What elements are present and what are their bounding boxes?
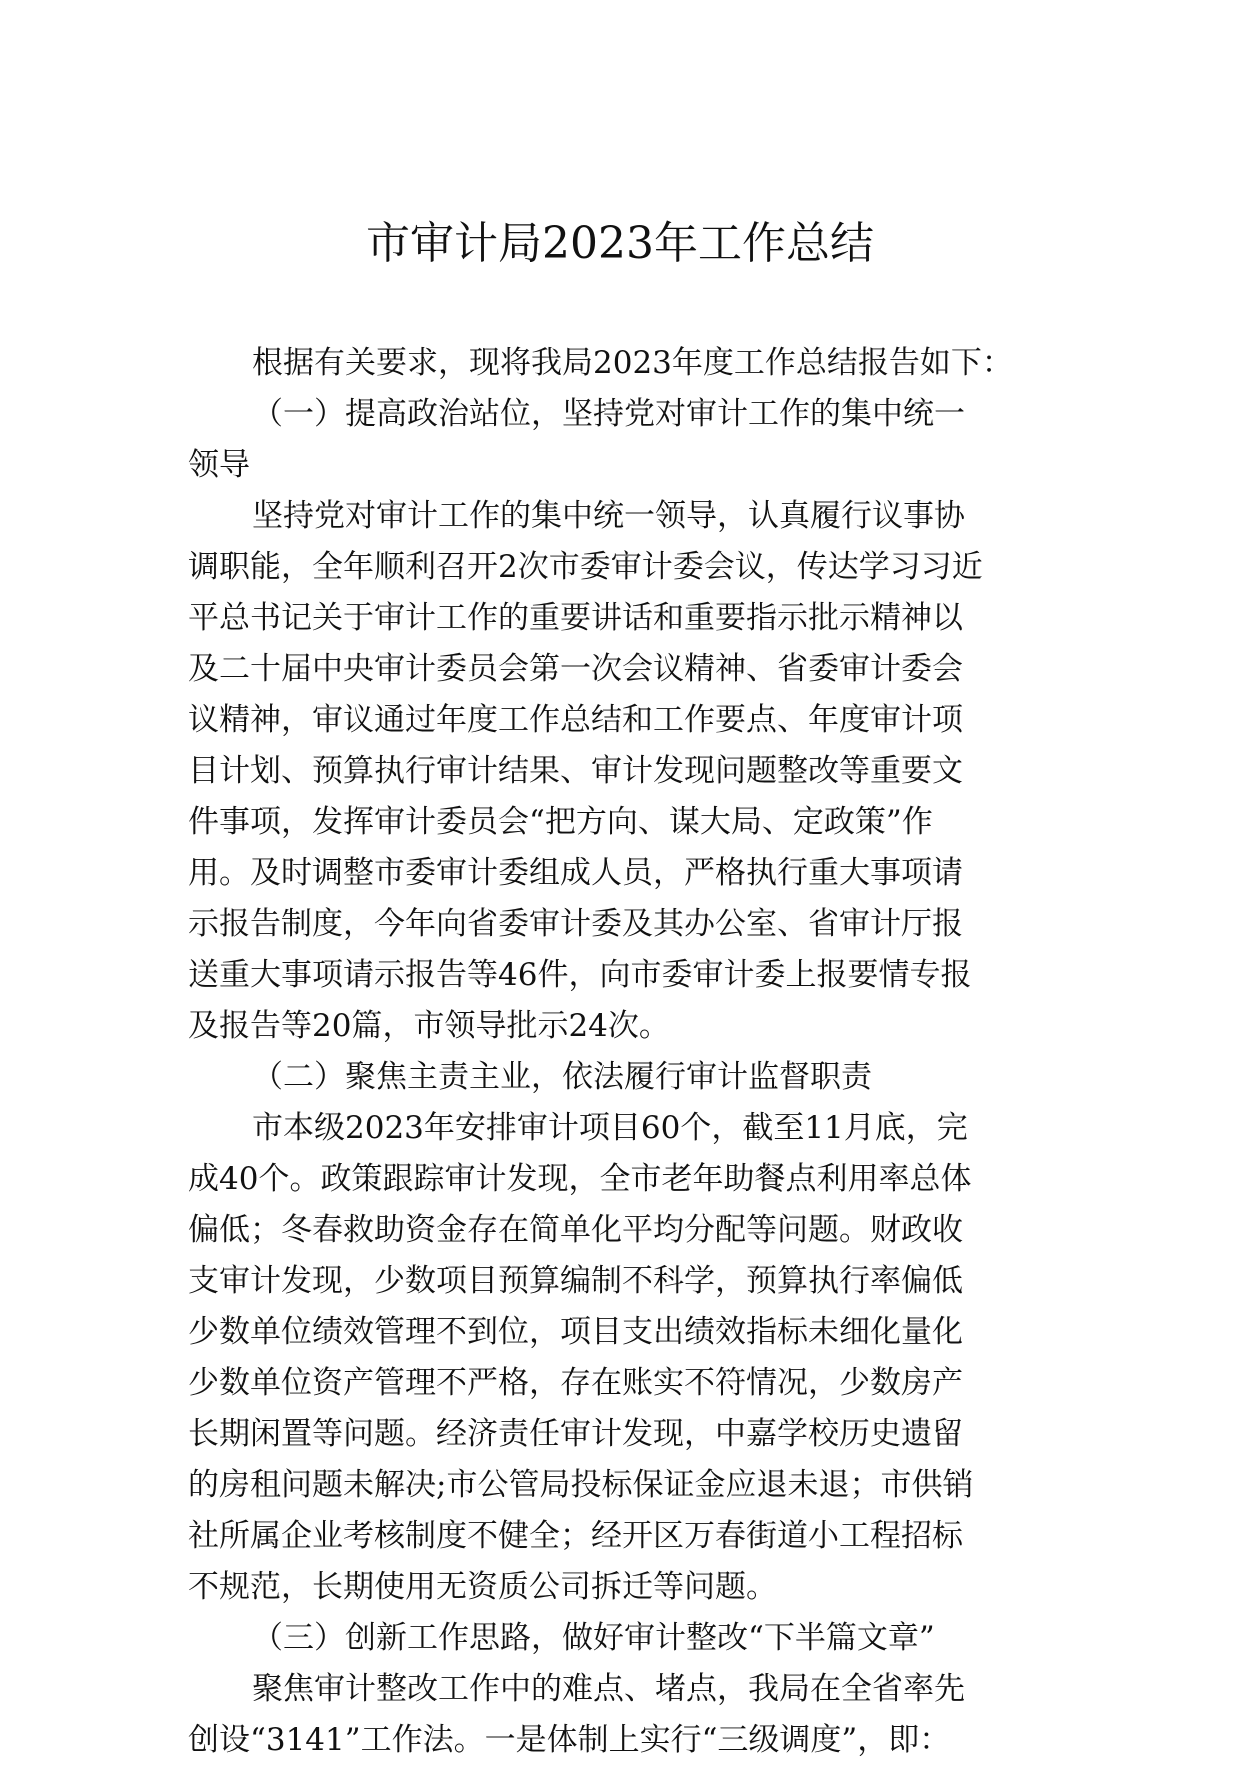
- body-text-line: 根据有关要求，现将我局2023年度工作总结报告如下：: [252, 345, 1013, 381]
- body-text-line: 市本级2023年安排审计项目60个，截至11月底，完: [252, 1110, 968, 1146]
- body-text-line: 及二十届中央审计委员会第一次会议精神、省委审计委会: [188, 651, 963, 687]
- body-text-line: 偏低；冬春救助资金存在简单化平均分配等问题。财政收: [188, 1212, 963, 1248]
- body-text-line: 支审计发现，少数项目预算编制不科学，预算执行率偏低: [188, 1263, 963, 1299]
- body-text-line: 平总书记关于审计工作的重要讲话和重要指示批示精神以: [188, 600, 963, 636]
- document-title: 市审计局2023年工作总结: [366, 218, 874, 269]
- body-text-line: 成40个。政策跟踪审计发现，全市老年助餐点利用率总体: [188, 1161, 972, 1197]
- body-text-line: 聚焦审计整改工作中的难点、堵点，我局在全省率先: [252, 1671, 965, 1707]
- body-text-line: （三）创新工作思路，做好审计整改“下半篇文章”: [252, 1620, 935, 1656]
- body-text-line: 少数单位资产管理不严格，存在账实不符情况，少数房产: [188, 1365, 963, 1401]
- body-text-line: 少数单位绩效管理不到位，项目支出绩效指标未细化量化: [188, 1314, 963, 1350]
- body-text-line: 及报告等20篇，市领导批示24次。: [188, 1008, 670, 1044]
- body-text-line: 送重大事项请示报告等46件，向市委审计委上报要情专报: [188, 957, 972, 993]
- body-text-line: （二）聚焦主责主业，依法履行审计监督职责: [252, 1059, 872, 1095]
- body-text-line: 创设“3141”工作法。一是体制上实行“三级调度”，即：: [188, 1722, 951, 1758]
- body-text-line: （一）提高政治站位，坚持党对审计工作的集中统一: [252, 396, 965, 432]
- body-text-line: 件事项，发挥审计委员会“把方向、谋大局、定政策”作: [188, 804, 933, 840]
- body-text-line: 示报告制度，今年向省委审计委及其办公室、省审计厅报: [188, 906, 963, 942]
- body-text-line: 议精神，审议通过年度工作总结和工作要点、年度审计项: [188, 702, 963, 738]
- body-text-line: 不规范，长期使用无资质公司拆迁等问题。: [188, 1569, 777, 1605]
- body-text-line: 的房租问题未解决;市公管局投标保证金应退未退；市供销: [188, 1467, 974, 1503]
- body-text-line: 目计划、预算执行审计结果、审计发现问题整改等重要文: [188, 753, 963, 789]
- body-text-line: 坚持党对审计工作的集中统一领导，认真履行议事协: [252, 498, 965, 534]
- body-text-line: 长期闲置等问题。经济责任审计发现，中嘉学校历史遗留: [188, 1416, 963, 1452]
- body-text-line: 社所属企业考核制度不健全；经开区万春街道小工程招标: [188, 1518, 963, 1554]
- body-text-line: 用。及时调整市委审计委组成人员，严格执行重大事项请: [188, 855, 963, 891]
- document-body: [188, 338, 1052, 1766]
- body-text-line: 调职能，全年顺利召开2次市委审计委会议，传达学习习近: [188, 549, 983, 585]
- body-text-line: 领导: [188, 447, 250, 483]
